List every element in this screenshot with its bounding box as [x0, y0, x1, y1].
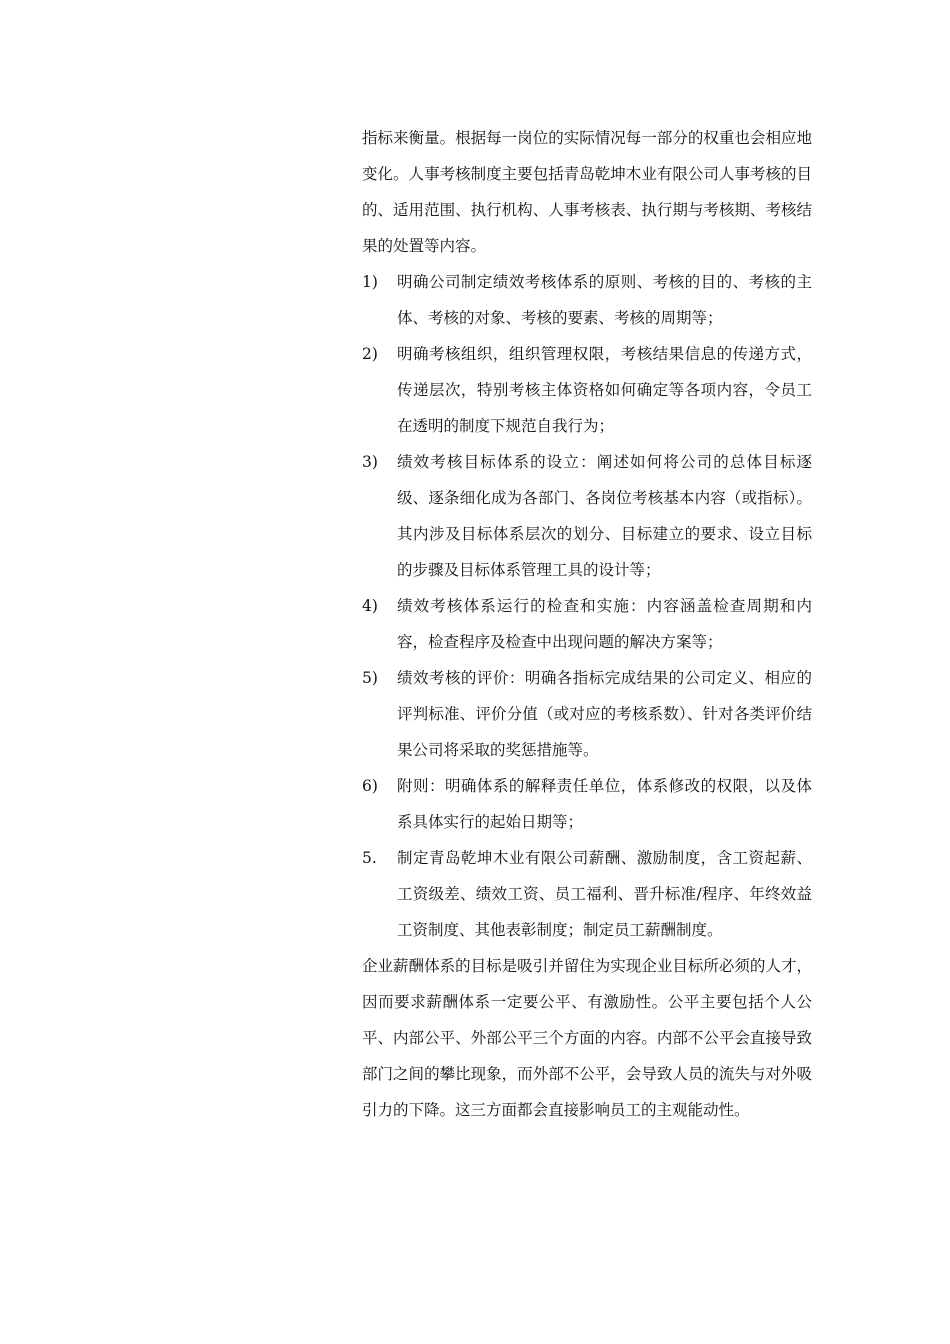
- intro-paragraph: 指标来衡量。根据每一岗位的实际情况每一部分的权重也会相应地变化。人事考核制度主要包括青岛乾坤木业有限公司人事考核的目的、适用范围、执行机构、人事考核表、执行期与考核期、考核结果的处置等内容。: [362, 129, 812, 255]
- list-item: [362, 444, 812, 588]
- list-item: [362, 840, 812, 948]
- list-item: [362, 660, 812, 768]
- list-item-number: 4): [362, 597, 378, 615]
- list-item-text: 绩效考核目标体系的设立：阐述如何将公司的总体目标逐级、逐条细化成为各部门、各岗位考核基本内容（或指标）。其内涉及目标体系层次的划分、目标建立的要求、设立目标的步骤及目标体系管理工具的设计等；: [397, 453, 812, 579]
- list-item-text: 绩效考核的评价：明确各指标完成结果的公司定义、相应的评判标准、评价分值（或对应的考核系数）、针对各类评价结果公司将采取的奖惩措施等。: [397, 669, 812, 759]
- list-item: [362, 264, 812, 336]
- closing-paragraph: 企业薪酬体系的目标是吸引并留住为实现企业目标所必须的人才，因而要求薪酬体系一定要公平、有激励性。公平主要包括个人公平、内部公平、外部公平三个方面的内容。内部不公平会直接导致部门之间的攀比现象，而外部不公平，会导致人员的流失与对外吸引力的下降。这三方面都会直接影响员工的主观能动性。: [362, 957, 812, 1119]
- list-item-text: 明确公司制定绩效考核体系的原则、考核的目的、考核的主体、考核的对象、考核的要素、考核的周期等；: [397, 273, 812, 327]
- list-item-number: 1): [362, 273, 378, 291]
- list-item: [362, 336, 812, 444]
- requirements-list: [362, 264, 812, 948]
- list-item-text: 附则：明确体系的解释责任单位，体系修改的权限，以及体系具体实行的起始日期等；: [397, 777, 812, 831]
- list-item-number: 5.: [362, 849, 377, 867]
- list-item-number: 3): [362, 453, 378, 471]
- document-page: [362, 120, 812, 1128]
- list-item-text: 明确考核组织，组织管理权限，考核结果信息的传递方式，传递层次，特别考核主体资格如何确定等各项内容，令员工在透明的制度下规范自我行为；: [397, 345, 812, 435]
- list-item-text: 制定青岛乾坤木业有限公司薪酬、激励制度，含工资起薪、工资级差、绩效工资、员工福利、晋升标准/程序、年终效益工资制度、其他表彰制度；制定员工薪酬制度。: [397, 849, 812, 939]
- list-item-number: 5): [362, 669, 378, 687]
- list-item: [362, 768, 812, 840]
- list-item-number: 2): [362, 345, 378, 363]
- list-item: [362, 588, 812, 660]
- list-item-number: 6): [362, 777, 378, 795]
- list-item-text: 绩效考核体系运行的检查和实施：内容涵盖检查周期和内容，检查程序及检查中出现问题的解决方案等；: [397, 597, 812, 651]
